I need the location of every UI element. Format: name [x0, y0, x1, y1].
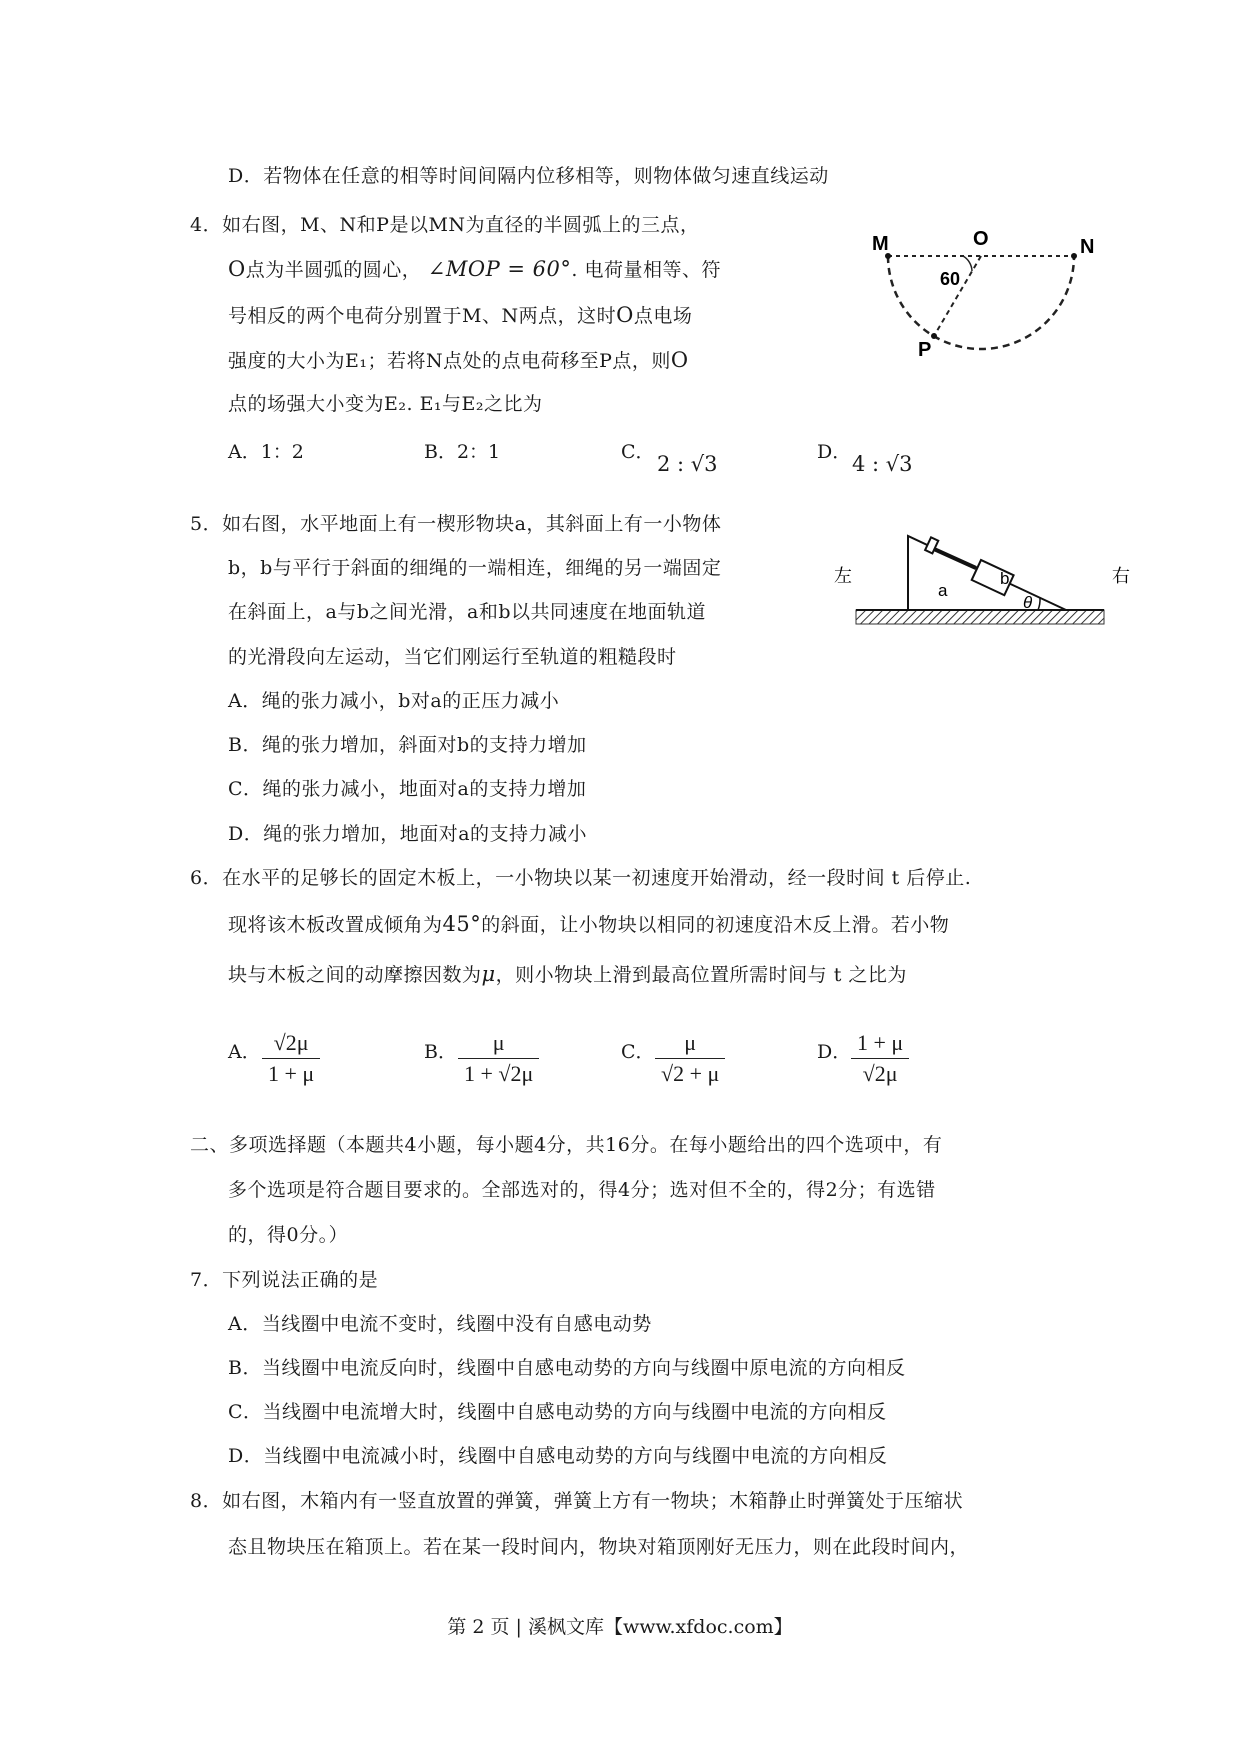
page-footer: 第 2 页 | 溪枫文库【www.xfdoc.com】: [447, 1616, 793, 1638]
q5-option-c: C．绳的张力减小，地面对a的支持力增加: [228, 778, 587, 800]
q6-a-num: √2μ: [262, 1028, 320, 1059]
q8-stem-line1: 8．如右图，木箱内有一竖直放置的弹簧，弹簧上方有一物块；木箱静止时弹簧处于压缩状: [190, 1490, 964, 1512]
q4-line3-text: 号相反的两个电荷分别置于M、N两点，这时: [228, 305, 617, 327]
label-n: N: [1080, 236, 1095, 258]
q6-option-a-frac: [262, 1028, 320, 1089]
q5-stem-line3: 在斜面上，a与b之间光滑，a和b以共同速度在地面轨道: [228, 601, 706, 623]
q4-stem-line4: [228, 348, 689, 373]
q6-c-num: μ: [655, 1028, 725, 1059]
q5-wedge-figure: [826, 522, 1132, 638]
q4-point-o-3: O: [670, 348, 689, 372]
q4-line3-tail: 点电场: [633, 305, 693, 327]
q7-stem: 7．下列说法正确的是: [190, 1269, 379, 1291]
q6-d-num: 1 + μ: [851, 1028, 909, 1059]
label-a: a: [938, 581, 948, 600]
q5-option-b: B．绳的张力增加，斜面对b的支持力增加: [228, 734, 587, 756]
q5-option-d: D．绳的张力增加，地面对a的支持力减小: [228, 823, 588, 845]
q4-option-d-expr: 4 : √3: [852, 452, 913, 476]
q4-point-o-2: O: [616, 303, 634, 327]
q6-option-c: C．: [621, 1041, 655, 1063]
q6-angle: 45°: [442, 912, 482, 936]
point-n: [1071, 253, 1077, 259]
ground-hatch: [856, 610, 1104, 624]
q4-option-c: C．: [621, 441, 655, 463]
label-p: P: [918, 339, 932, 358]
q4-line2-text: 点为半圆弧的圆心，: [245, 259, 422, 281]
q4-stem-line2: [228, 257, 721, 282]
q4-option-b: B．2：1: [424, 441, 501, 463]
point-p: [931, 333, 937, 339]
section2-line1: 二、多项选择题（本题共4小题，每小题4分，共16分。在每小题给出的四个选项中，有: [190, 1134, 943, 1156]
q3-option-d: D．若物体在任意的相等时间间隔内位移相等，则物体做匀速直线运动: [228, 165, 829, 187]
q6-option-d: D．: [817, 1041, 852, 1063]
q7-option-d: D．当线圈中电流减小时，线圈中自感电动势的方向与线圈中电流的方向相反: [228, 1445, 888, 1467]
q5-option-a: A．绳的张力减小，b对a的正压力减小: [228, 690, 560, 712]
q6-a-den: 1 + μ: [268, 1061, 315, 1086]
q6-line3-tail: ，则小物块上滑到最高位置所需时间与 t 之比为: [495, 964, 907, 986]
q6-mu: μ: [481, 962, 496, 986]
q6-stem-line2: [228, 912, 949, 937]
q4-line2-tail: . 电荷量相等、符: [571, 259, 721, 281]
angle-arc: [963, 256, 972, 271]
q6-stem-line1: 6．在水平的足够长的固定木板上，一小物块以某一初速度开始滑动，经一段时间 t 后停止.: [190, 867, 972, 889]
q6-line2-text: 现将该木板改置成倾角为: [228, 914, 443, 936]
label-angle: 60: [940, 269, 961, 289]
q7-option-b: B．当线圈中电流反向时，线圈中自感电动势的方向与线圈中原电流的方向相反: [228, 1357, 906, 1379]
label-theta: θ: [1023, 593, 1033, 612]
q4-semicircle-figure: [868, 228, 1098, 358]
label-b: b: [1000, 569, 1010, 588]
radius-op: [934, 256, 981, 336]
q6-option-a: A．: [228, 1041, 261, 1063]
q8-stem-line2: 态且物块压在箱顶上。若在某一段时间内，物块对箱顶刚好无压力，则在此段时间内，: [228, 1536, 970, 1558]
q4-option-d: D．: [817, 441, 852, 463]
q6-line3-text: 块与木板之间的动摩擦因数为: [228, 964, 482, 986]
q4-point-o: O: [228, 257, 246, 281]
q5-stem-line1: 5．如右图，水平地面上有一楔形物块a，其斜面上有一小物体: [190, 513, 722, 535]
q6-option-d-frac: [851, 1028, 909, 1089]
q5-stem-line4: 的光滑段向左运动，当它们刚运行至轨道的粗糙段时: [228, 646, 677, 668]
q4-stem-line3: [228, 303, 692, 328]
label-o: O: [973, 228, 989, 250]
q6-d-den: √2μ: [862, 1061, 898, 1086]
q5-stem-line2: b，b与平行于斜面的细绳的一端相连，细绳的另一端固定: [228, 557, 722, 579]
q4-option-a: A．1：2: [228, 441, 304, 463]
label-right: 右: [1112, 566, 1130, 586]
q4-option-c-expr: 2 : √3: [657, 452, 718, 476]
q7-option-a: A．当线圈中电流不变时，线圈中没有自感电动势: [228, 1313, 652, 1335]
section2-line2: 多个选项是符合题目要求的。全部选对的，得4分；选对但不全的，得2分；有选错: [228, 1179, 936, 1201]
q6-line2-tail: 的斜面，让小物块以相同的初速度沿木反上滑。若小物: [481, 914, 950, 936]
q7-option-c: C．当线圈中电流增大时，线圈中自感电动势的方向与线圈中电流的方向相反: [228, 1401, 887, 1423]
q6-option-c-frac: [655, 1028, 725, 1089]
q4-stem-line5: 点的场强大小变为E₂. E₁与E₂之比为: [228, 393, 543, 415]
q6-b-den: 1 + √2μ: [464, 1061, 534, 1086]
q6-b-num: μ: [458, 1028, 539, 1059]
q6-option-b-frac: [458, 1028, 539, 1089]
label-m: M: [872, 233, 889, 255]
semicircle-arc: [888, 256, 1074, 349]
q4-stem-line1: 4．如右图，M、N和P是以MN为直径的半圆弧上的三点，: [190, 214, 700, 236]
label-left: 左: [834, 566, 852, 586]
q4-angle-expr: ∠MOP = 60°: [427, 257, 572, 281]
q6-option-b: B．: [424, 1041, 457, 1063]
q6-c-den: √2 + μ: [661, 1061, 720, 1086]
q6-stem-line3: [228, 962, 907, 987]
section2-line3: 的，得0分。）: [228, 1224, 349, 1246]
q4-line4-text: 强度的大小为E₁；若将N点处的点电荷移至P点，则: [228, 350, 671, 372]
